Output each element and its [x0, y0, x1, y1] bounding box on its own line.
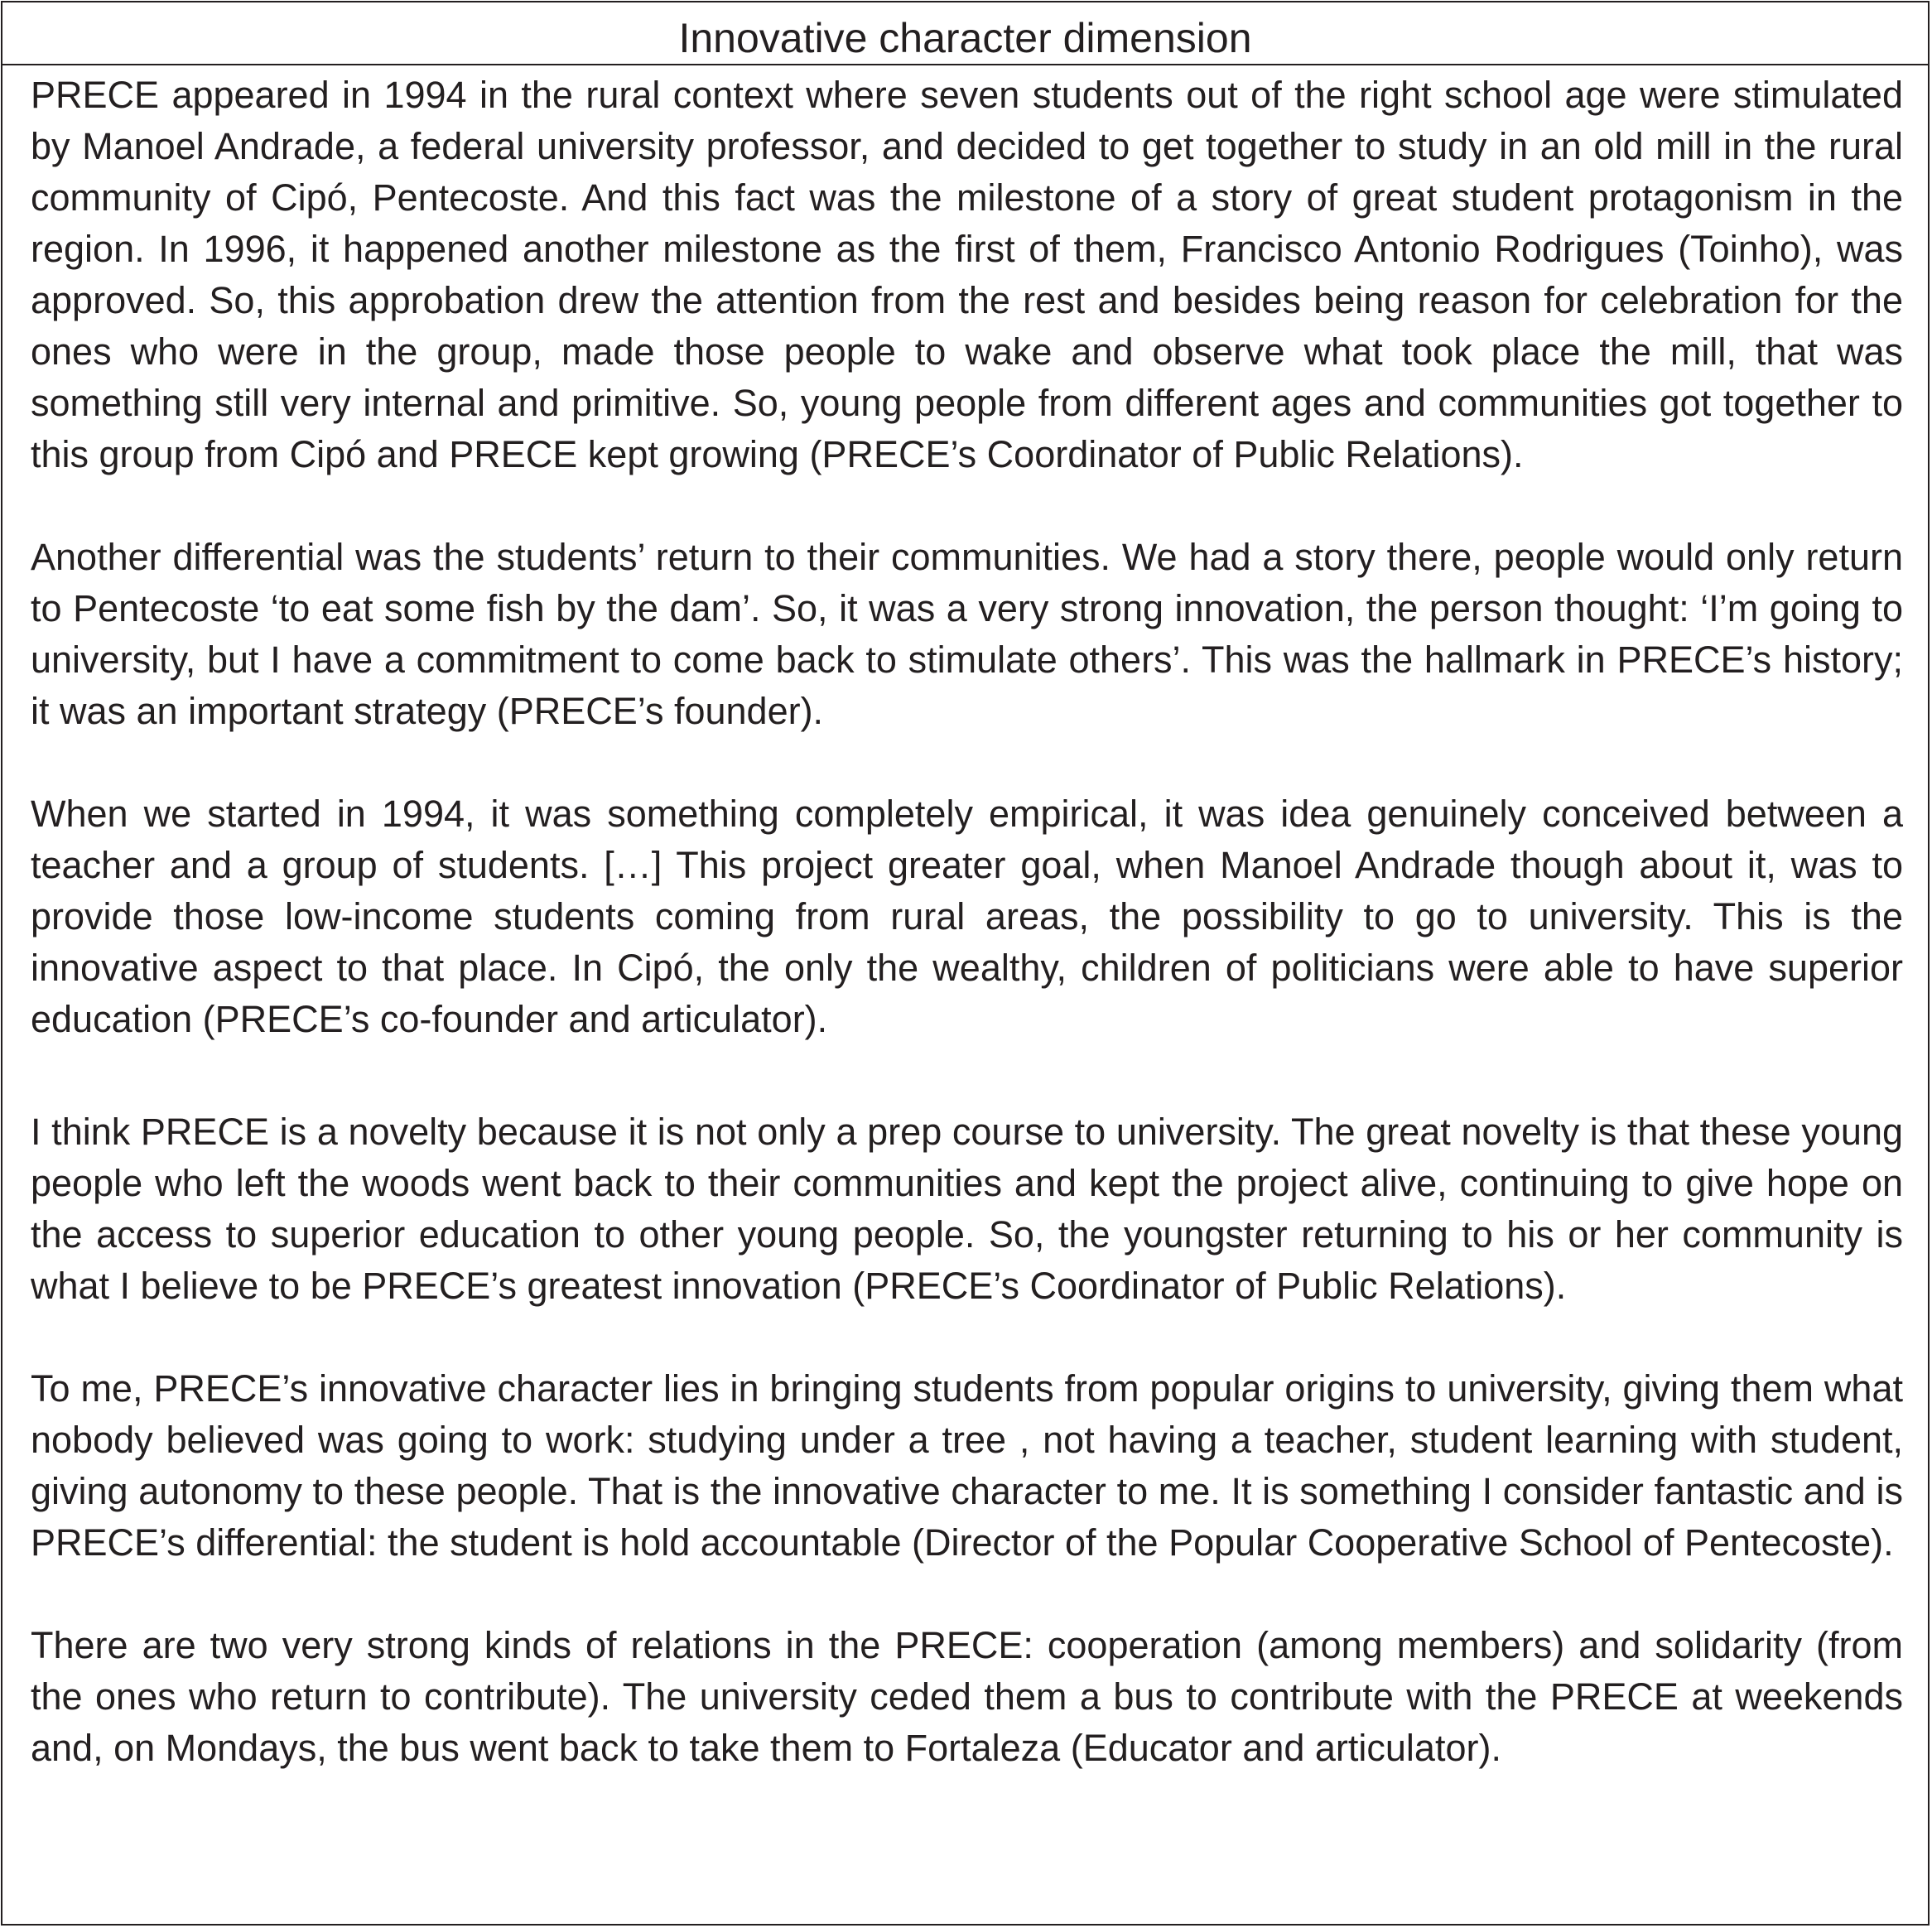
quote-cofounder-empirical: When we started in 1994, it was something completely empirical, it was idea genuinely conceived between a teacher and a group of students. […] This project greater goal, when Manoel Andrade though about it, was to provide those low-income students coming from rural areas, the possibility to go to university. This is the innovative aspect to that place. In Cipó, the only the wealthy, children of politicians were able to have superior education (PRECE’s co-founder and articulator). — [31, 793, 1903, 1040]
table-header: Innovative character dimension — [2, 2, 1928, 65]
quote-public-relations-history: PRECE appeared in 1994 in the rural context where seven students out of the right school age were stimulated by Manoel Andrade, a federal university professor, and decided to get together to study in an old mill in the rural community of Cipó, Pentecoste. And this fact was the milestone of a story of great student protagonism in the region. In 1996, it happened another milestone as the first of them, Francisco Antonio Rodrigues (Toinho), was approved. So, this approbation drew the attention from the rest and besides being reason for celebration for the ones who were in the group, made those people to wake and observe what took place the mill, that was something still very internal and primitive. So, young people from different ages and communities got together to this group from Cipó and PRECE kept growing (PRECE’s Coordinator of Public Relations). — [31, 74, 1903, 475]
quote-founder-return: Another differential was the students’ return to their communities. We had a story there, people would only return to Pentecoste ‘to eat some fish by the dam’. So, it was a very strong innovation, the person thought: ‘I’m going to university, but I have a commitment to come back to stimulate others’. This was the hallmark in PRECE’s history; it was an important strategy (PRECE’s founder). — [31, 536, 1903, 732]
quote-educator-relations: There are two very strong kinds of relations in the PRECE: cooperation (among members) and solidarity (from the ones who return to contribute). The university ceded them a bus to contribute with the PRECE at weekends and, on Mondays, the bus went back to take them to Fortaleza (Educator and articulator). — [31, 1624, 1903, 1769]
quote-public-relations-novelty: I think PRECE is a novelty because it is not only a prep course to university. The great novelty is that these young people who left the woods went back to their communities and kept the project alive, continuing to give hope on the access to superior education to other young people. So, the youngster returning to his or her community is what I believe to be PRECE’s greatest innovation (PRECE’s Coordinator of Public Relations). — [31, 1111, 1903, 1307]
table-body — [31, 70, 1903, 1774]
quote-director-innovation: To me, PRECE’s innovative character lies in bringing students from popular origins to university, giving them what nobody believed was going to work: studying under a tree , not having a teacher, student learning with student, giving autonomy to these people. That is the innovative character to me. It is something I consider fantastic and is PRECE’s differential: the student is hold accountable (Director of the Popular Cooperative School of Pentecoste). — [31, 1367, 1903, 1564]
quote-table — [1, 1, 1930, 1926]
